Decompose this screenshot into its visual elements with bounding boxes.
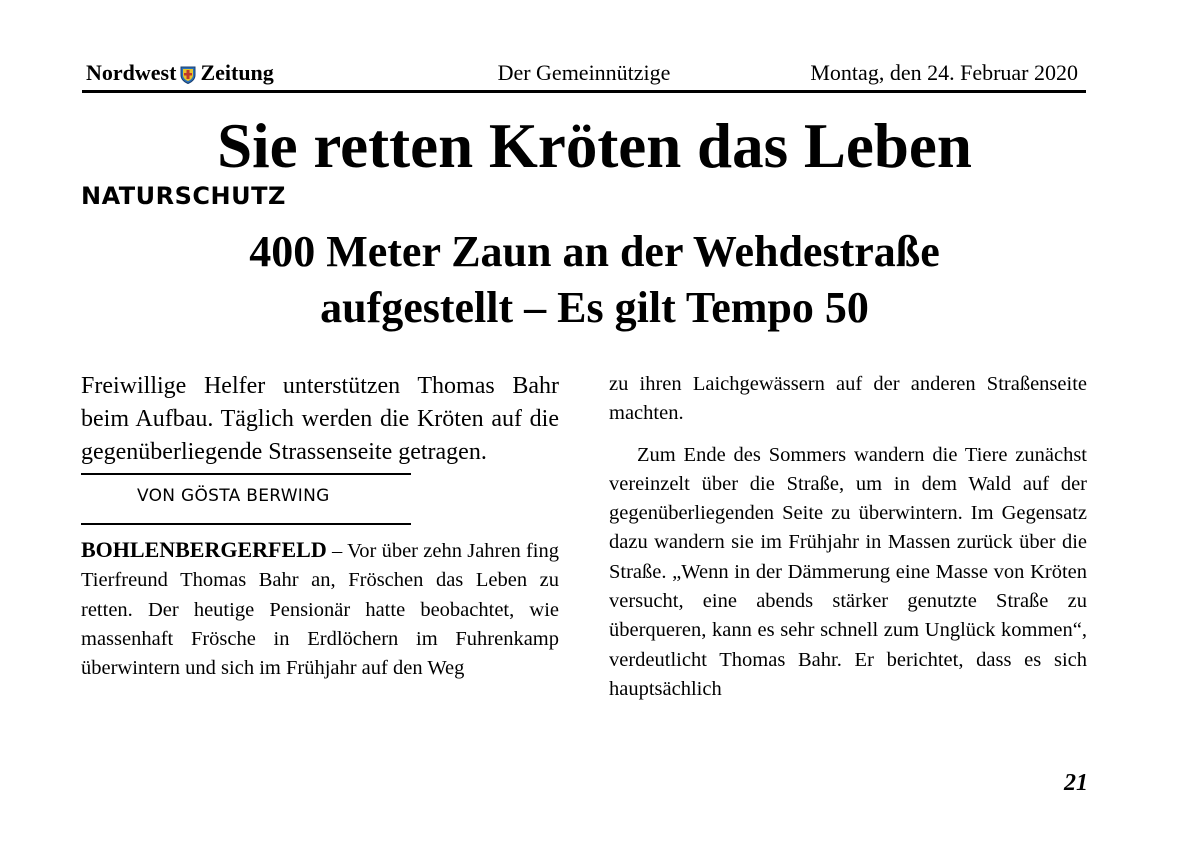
page-number: 21 xyxy=(1064,770,1088,796)
article-body-left xyxy=(81,535,559,683)
subheadline-line-1: 400 Meter Zaun an der Wehdestraße xyxy=(249,227,940,276)
article-subheadline xyxy=(0,224,1189,336)
subheadline-line-2: aufgestellt – Es gilt Tempo 50 xyxy=(320,283,869,332)
issue-date: Montag, den 24. Februar 2020 xyxy=(810,60,1078,85)
brand-name-left: Nordwest xyxy=(86,60,177,85)
article-column-left xyxy=(81,370,559,683)
brand-name-right: Zeitung xyxy=(200,60,274,85)
byline-box xyxy=(81,473,411,525)
article-rubric: NATURSCHUTZ xyxy=(81,182,286,210)
body-left-text: – Vor über zehn Jahren fing Tierfreund Thomas Bahr an, Fröschen das Leben zu retten. Der heutige Pensionär hatte beobachtet, wie massenhaft Frösche in Erdlöchern im Fuhrenkamp überwintern und sich im Frühjahr auf den Weg xyxy=(81,540,559,680)
article-body-right-paragraph-2: Zum Ende des Sommers wandern die Tiere zunächst vereinzelt über die Straße, um in dem Wald auf der gegenüberliegenden Seite zu überwintern. Im Gegensatz dazu wandern sie im Frühjahr in Massen zurück über die Straße. „Wenn in der Dämmerung eine Masse von Kröten versucht, eine abends stärker genutzte Straße zu überqueren, kann es sehr schnell zum Unglück kommen“, verdeutlicht Thomas Bahr. Er berichtet, dass es sich hauptsächlich xyxy=(609,443,1087,700)
article-teaser: Freiwillige Helfer unterstützen Thomas Bahr beim Aufbau. Täglich werden die Kröten auf die gegenüberliegende Strassenseite getragen. xyxy=(81,373,559,465)
newspaper-header xyxy=(82,56,1086,93)
section-title: Der Gemeinnützige xyxy=(497,60,671,85)
article-column-right xyxy=(609,370,1087,704)
article-headline: Sie retten Kröten das Leben xyxy=(217,111,972,181)
article-dateline: BOHLENBERGERFELD xyxy=(81,537,327,562)
article-body-right-paragraph-1: zu ihren Laichgewässern auf der anderen Straßenseite machten. xyxy=(609,373,1087,425)
article-byline: VON GÖSTA BERWING xyxy=(137,486,330,506)
